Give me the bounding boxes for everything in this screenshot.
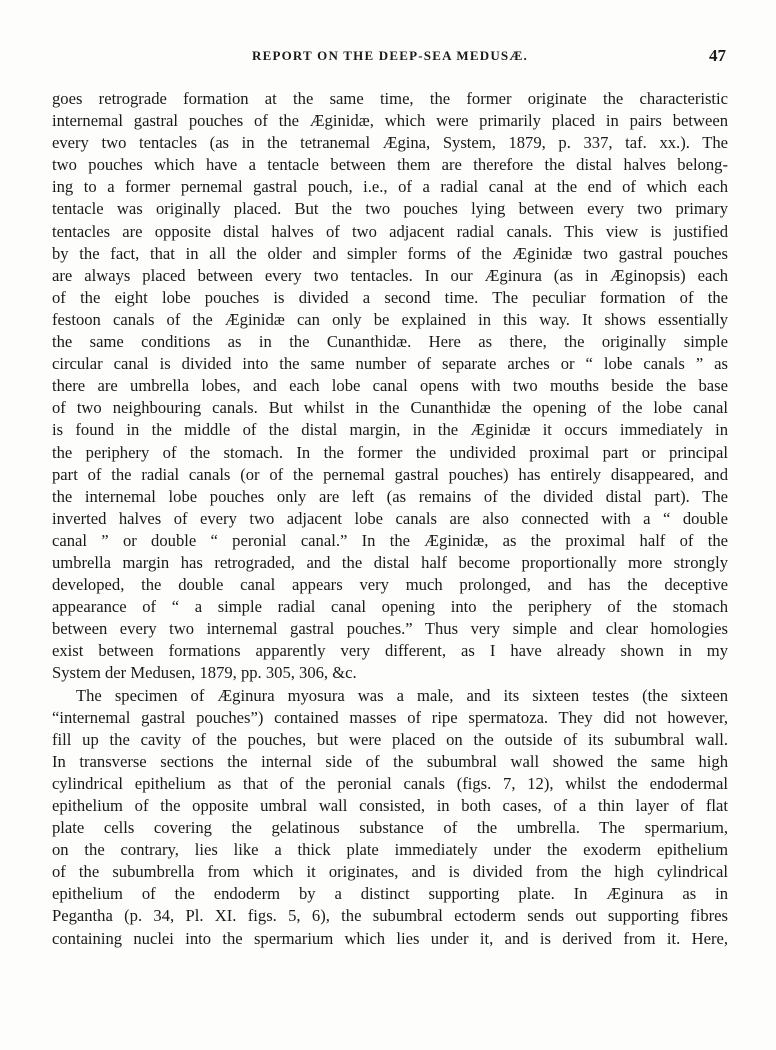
text-line: tentacle was originally placed. But the two pouches lying between every two primary xyxy=(52,199,728,219)
text-line: of the subumbrella from which it originates, and is divided from the high cylindrical xyxy=(52,862,728,882)
running-head xyxy=(52,48,728,68)
text-line: System der Medusen, 1879, pp. 305, 306, &c. xyxy=(52,663,357,683)
text-line: developed, the double canal appears very much prolonged, and has the deceptive xyxy=(52,575,728,595)
text-line: by the fact, that in all the older and simpler forms of the Æginidæ two gastral pouches xyxy=(52,243,728,263)
text-line: part of the radial canals (or of the pernemal gastral pouches) has entirely disappeared, and xyxy=(52,464,728,484)
running-title: REPORT ON THE DEEP-SEA MEDUSÆ. xyxy=(252,48,528,63)
text-line: inverted halves of every two adjacent lobe canals are also connected with a “ double xyxy=(52,508,728,528)
paragraph-1 xyxy=(52,88,728,685)
text-line: circular canal is divided into the same number of separate arches or “ lobe canals ” as xyxy=(52,354,728,374)
text-line: fill up the cavity of the pouches, but were placed on the outside of its subumbral wall. xyxy=(52,729,728,749)
text-line: plate cells covering the gelatinous substance of the umbrella. The spermarium, xyxy=(52,818,728,838)
text-line: The specimen of Æginura myosura was a male, and its sixteen testes (the sixteen xyxy=(76,685,728,705)
text-line: of two neighbouring canals. But whilst in the Cunanthidæ the opening of the lobe canal xyxy=(52,398,728,418)
text-line: on the contrary, lies like a thick plate immediately under the exoderm epithelium xyxy=(52,840,728,860)
text-line: two pouches which have a tentacle between them are therefore the distal halves belong- xyxy=(52,155,728,175)
text-line: of the eight lobe pouches is divided a second time. The peculiar formation of the xyxy=(52,287,728,307)
text-line: between every two internemal gastral pouches.” Thus very simple and clear homologies xyxy=(52,619,728,639)
text-line: festoon canals of the Æginidæ can only be explained in this way. It shows essentially xyxy=(52,309,728,329)
text-line: containing nuclei into the spermarium which lies under it, and is derived from it. Here, xyxy=(52,928,728,948)
text-line: exist between formations apparently very different, as I have already shown in my xyxy=(52,641,728,661)
text-line: appearance of “ a simple radial canal opening into the periphery of the stomach xyxy=(52,597,728,617)
text-line: tentacles are opposite distal halves of two adjacent radial canals. This view is justified xyxy=(52,221,728,241)
text-line: ing to a former pernemal gastral pouch, i.e., of a radial canal at the end of which each xyxy=(52,177,728,197)
paragraph-2 xyxy=(52,685,728,950)
text-line: the same conditions as in the Cunanthidæ. Here as there, the originally simple xyxy=(52,332,728,352)
text-line: the internemal lobe pouches only are left (as remains of the divided distal part). The xyxy=(52,486,728,506)
text-line: is found in the middle of the distal margin, in the Æginidæ it occurs immediately in xyxy=(52,420,728,440)
page-number: 47 xyxy=(709,46,726,65)
text-line: umbrella margin has retrograded, and the distal half become proportionally more strongly xyxy=(52,552,728,572)
body-text xyxy=(52,88,728,950)
text-line: “internemal gastral pouches”) contained masses of ripe spermatoza. They did not however, xyxy=(52,707,728,727)
text-line: Pegantha (p. 34, Pl. XI. figs. 5, 6), the subumbral ectoderm sends out supporting fibres xyxy=(52,906,728,926)
text-line: every two tentacles (as in the tetranemal Ægina, System, 1879, p. 337, taf. xx.). The xyxy=(52,133,728,153)
text-line: internemal gastral pouches of the Æginidæ, which were primarily placed in pairs between xyxy=(52,111,728,131)
text-line: are always placed between every two tentacles. In our Æginura (as in Æginopsis) each xyxy=(52,265,728,285)
text-line: there are umbrella lobes, and each lobe canal opens with two mouths beside the base xyxy=(52,376,728,396)
text-line: the periphery of the stomach. In the former the undivided proximal part or principal xyxy=(52,442,728,462)
text-line: epithelium of the endoderm by a distinct supporting plate. In Æginura as in xyxy=(52,884,728,904)
text-line: In transverse sections the internal side of the subumbral wall showed the same high xyxy=(52,751,728,771)
text-line: canal ” or double “ peronial canal.” In the Æginidæ, as the proximal half of the xyxy=(52,530,728,550)
text-line: epithelium of the opposite umbral wall consisted, in both cases, of a thin layer of flat xyxy=(52,796,728,815)
text-line: cylindrical epithelium as that of the peronial canals (figs. 7, 12), whilst the endodermal xyxy=(52,773,728,793)
text-line: goes retrograde formation at the same time, the former originate the characteristic xyxy=(52,89,728,108)
